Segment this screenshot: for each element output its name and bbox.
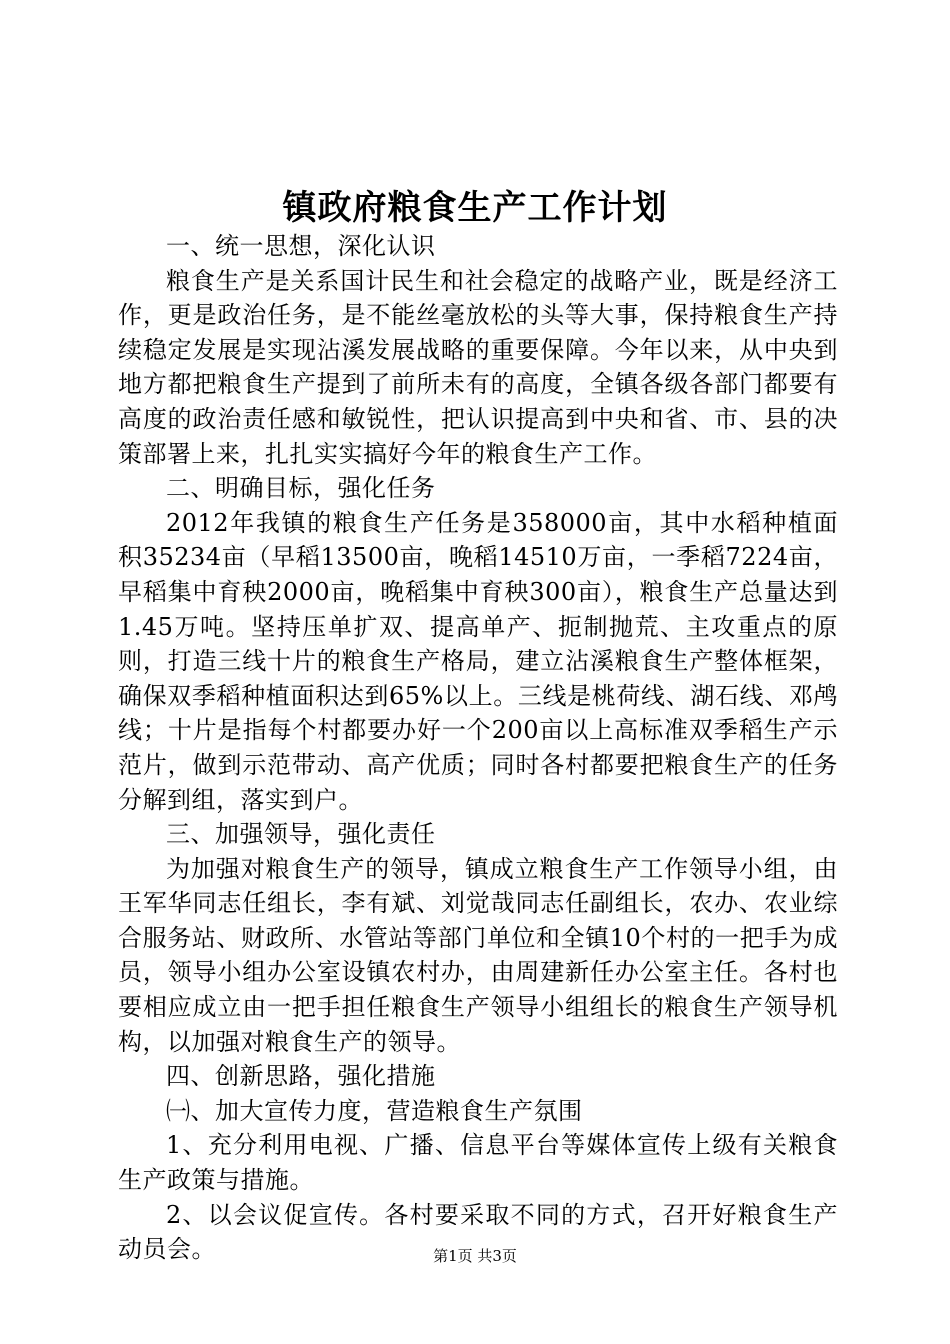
page-footer: 第1页 共3页 bbox=[433, 1247, 517, 1265]
paragraph-3: 为加强对粮食生产的领导，镇成立粮食生产工作领导小组，由王军华同志任组长，李有斌、刘觉哉同志任副组长，农办、农业综合服务站、财政所、水管站等部门单位和全镇10个村的一把手为成员，领导小组办公室设镇农村办，由周建新任办公室主任。各村也要相应成立由一把手担任粮食生产领导小组组长的粮食生产领导机构，以加强对粮食生产的领导。 bbox=[118, 854, 838, 1056]
section-heading-2: 二、明确目标，强化任务 bbox=[166, 474, 436, 503]
subsection-heading-1: ㈠、加大宣传力度，营造粮食生产氛围 bbox=[166, 1096, 583, 1125]
paragraph-2: 2012年我镇的粮食生产任务是358000亩，其中水稻种植面积35234亩（早稻13500亩，晚稻14510万亩，一季稻7224亩，早稻集中育秧2000亩，晚稻集中育秧300亩），粮食生产总量达到1.45万吨。坚持压单扩双、提高单产、扼制抛荒、主攻重点的原则，打造三线十片的粮食生产格局，建立沾溪粮食生产整体框架，确保双季稻种植面积达到65%以上。三线是桃荷线、湖石线、邓鸬线；十片是指每个村都要办好一个200亩以上高标准双季稻生产示范片，做到示范带动、高产优质；同时各村都要把粮食生产的任务分解到组，落实到户。 bbox=[118, 508, 838, 814]
section-heading-4: 四、创新思路，强化措施 bbox=[166, 1062, 436, 1091]
list-item-1: 1、充分利用电视、广播、信息平台等媒体宣传上级有关粮食生产政策与措施。 bbox=[118, 1131, 838, 1195]
list-item-2: 2、以会议促宣传。各村要采取不同的方式，召开好粮食生产动员会。 bbox=[118, 1200, 838, 1264]
paragraph-1: 粮食生产是关系国计民生和社会稳定的战略产业，既是经济工作，更是政治任务，是不能丝毫放松的头等大事，保持粮食生产持续稳定发展是实现沾溪发展战略的重要保障。今年以来，从中央到地方都把粮食生产提到了前所未有的高度，全镇各级各部门都要有高度的政治责任感和敏锐性，把认识提高到中央和省、市、县的决策部署上来，扎扎实实搞好今年的粮食生产工作。 bbox=[118, 266, 838, 468]
document-body bbox=[118, 229, 838, 1267]
section-heading-3: 三、加强领导，强化责任 bbox=[166, 820, 436, 849]
document-title: 镇政府粮食生产工作计划 bbox=[282, 188, 668, 228]
section-heading-1: 一、统一思想，深化认识 bbox=[166, 232, 436, 260]
